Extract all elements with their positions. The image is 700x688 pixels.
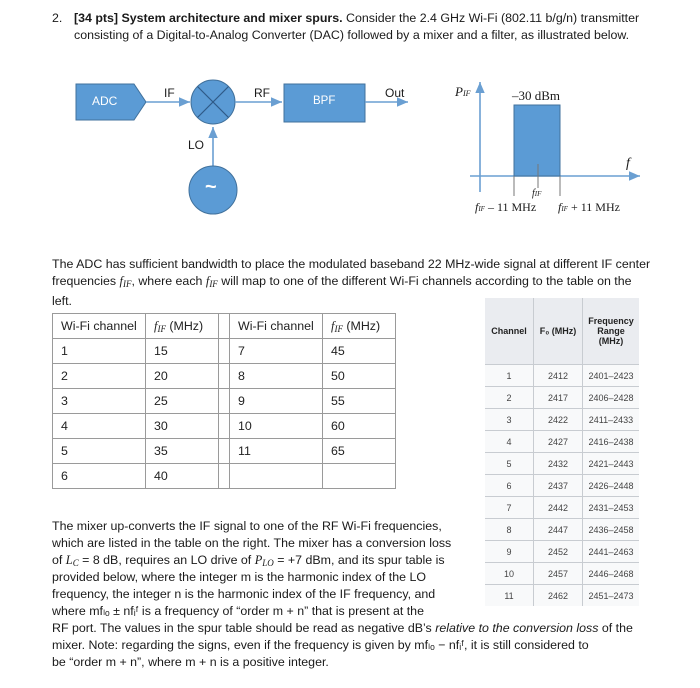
bpf-label: BPF [313, 95, 336, 107]
table-row: 9 2452 2441–2463 [485, 541, 639, 563]
paragraph-mixer-line6: where mfₗₒ ± nfᵢᶠ is a frequency of “order m + n” that is present at the [52, 604, 424, 618]
table-row: 8 2447 2436–2458 [485, 519, 639, 541]
signal-band [514, 105, 560, 176]
table-row: 7 2442 2431–2453 [485, 497, 639, 519]
paragraph-mixer-line3: of $L_C = 8$ dB, requires an LO drive of $P_{LO} = +7$ dBm, and its spur table is [52, 553, 445, 568]
left-edge-label: fIF – 11 MHz [475, 200, 537, 214]
table-row: 1 15 7 45 [53, 339, 396, 364]
block-diagram [0, 0, 700, 260]
adc-label: ADC [92, 94, 118, 108]
if-label: IF [164, 86, 175, 100]
paragraph-mixer-line1: The mixer up-converts the IF signal to one of the RF Wi-Fi frequencies, [52, 519, 442, 533]
table-row: 6 40 [53, 464, 396, 489]
out-label: Out [385, 86, 405, 100]
paragraph-mixer-line9: be “order m + n”, where m + n is a positive integer. [52, 655, 329, 669]
table-row: 4 2427 2416–2438 [485, 431, 639, 453]
y-axis-label: PIF [455, 84, 471, 99]
table-row: 2 2417 2406–2428 [485, 387, 639, 409]
table-row: 3 2422 2411–2433 [485, 409, 639, 431]
lo-label: LO [188, 138, 205, 152]
paragraph-mixer-line4: provided below, where the integer m is the harmonic index of the LO [52, 570, 426, 584]
table-row: 3 25 9 55 [53, 389, 396, 414]
problem-intro-text: Consider the 2.4 GHz Wi-Fi (802.11 b/g/n) transmitter consisting of a Digital-to-Analog Converter (DAC) followed by a mixer and a filter, as illustrated below. [74, 11, 640, 42]
tilde-symbol: ~ [205, 176, 217, 198]
center-freq-label: fIF [532, 188, 542, 199]
table-row: 1 2412 2401–2423 [485, 365, 639, 387]
paragraph-mixer-line7: RF port. The values in the spur table should be read as negative dB’s relative to the conversion loss of the [52, 621, 633, 635]
paragraph-mixer-line8: mixer. Note: regarding the signs, even if the frequency is given by mfₗₒ − nfᵢᶠ, it is still considered to [52, 638, 589, 652]
table-row: 4 30 10 60 [53, 414, 396, 439]
table-row: 2 20 8 50 [53, 364, 396, 389]
table-header-row: Channel F₀ (MHz) Frequency Range (MHz) [485, 298, 639, 365]
problem-number: 2. [52, 11, 63, 25]
rf-label: RF [254, 86, 270, 100]
table-row: 11 2462 2451–2473 [485, 585, 639, 607]
level-label: –30 dBm [512, 88, 561, 103]
table-row: 5 35 11 65 [53, 439, 396, 464]
if-channel-table [52, 313, 396, 489]
paragraph-mixer-line2: which are listed in the table on the right. The mixer has a conversion loss [52, 536, 452, 550]
table-row: 6 2437 2426–2448 [485, 475, 639, 497]
table-header-row: Wi-Fi channel $f_{IF}$ (MHz) Wi-Fi channel $f_{IF}$ (MHz) [53, 314, 396, 339]
table-row: 10 2457 2446–2468 [485, 563, 639, 585]
rf-channel-table [485, 298, 639, 606]
right-edge-label: fIF + 11 MHz [558, 200, 620, 214]
paragraph-mixer-line5: frequency, the integer n is the harmonic index of the IF frequency, and [52, 587, 436, 601]
mixer-icon [191, 80, 235, 124]
paragraph-adc: The ADC has sufficient bandwidth to place the modulated baseband 22 MHz-wide signal at different IF center frequencies $f_{IF}$, where each $f_{IF}$ will map to one of the different Wi-Fi channels according to the table on the left. [52, 257, 651, 308]
x-axis-label: f [626, 156, 630, 171]
problem-title: [34 pts] System architecture and mixer spurs. [74, 11, 343, 25]
table-row: 5 2432 2421–2443 [485, 453, 639, 475]
